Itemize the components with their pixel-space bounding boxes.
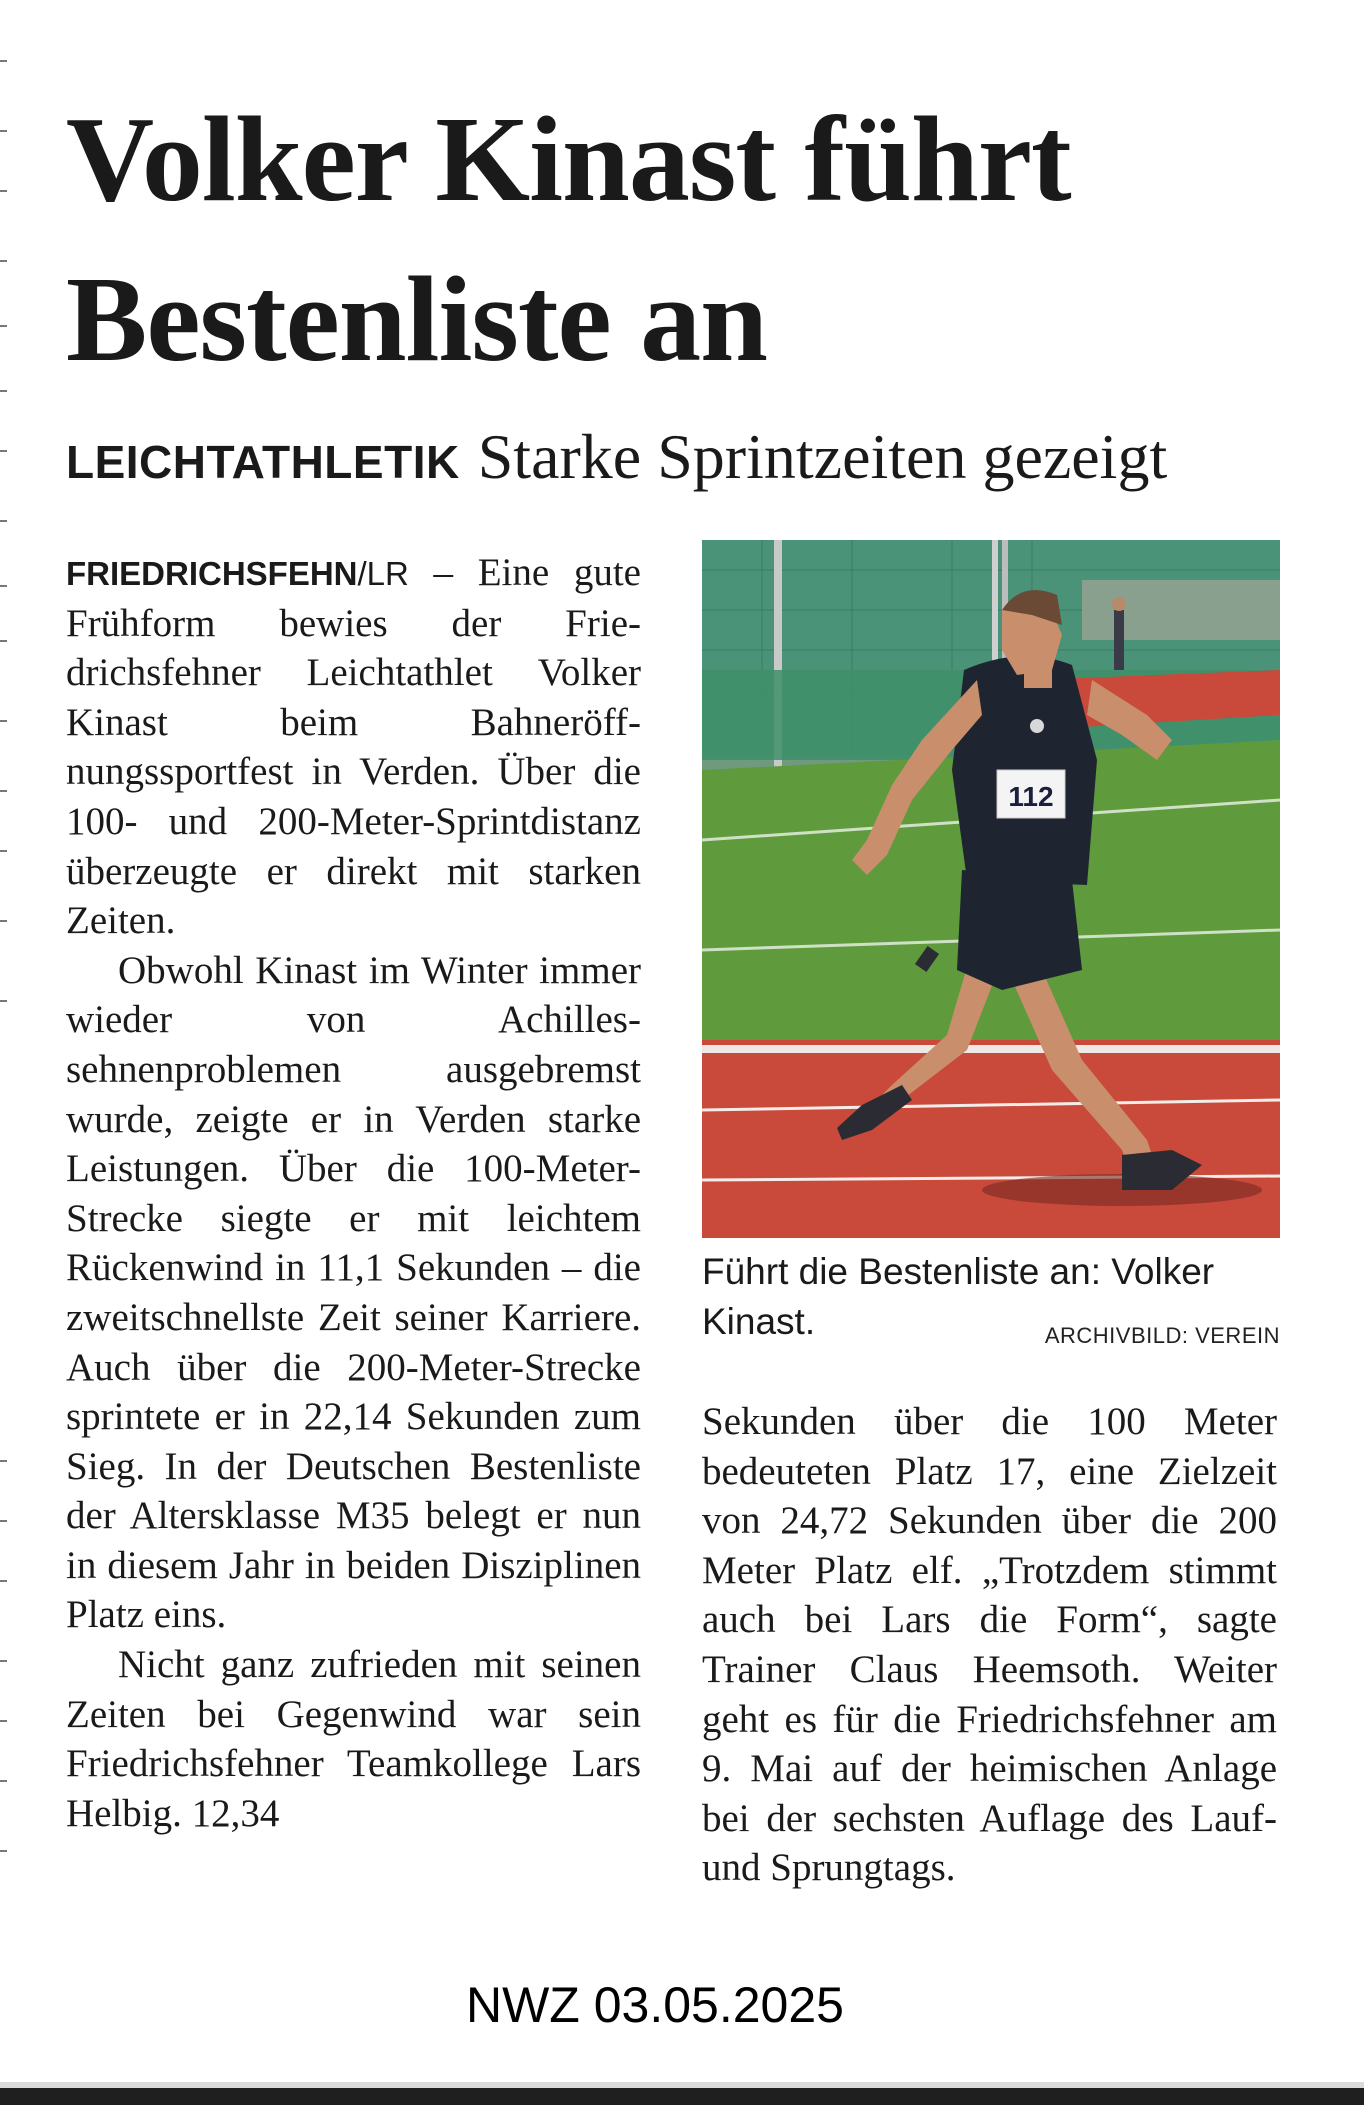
section-kicker: LEICHTATHLETIK xyxy=(66,436,460,488)
bib-number: 112 xyxy=(1008,781,1054,812)
photo-credit: ARCHIVBILD: VEREIN xyxy=(1044,1323,1280,1348)
caption-text: Führt die Bestenliste an: Volker Kinast. xyxy=(702,1251,1215,1342)
photo-caption xyxy=(702,1247,1280,1361)
source-note: NWZ 03.05.2025 xyxy=(466,1977,844,2033)
headline-line-1: Volker Kinast führt xyxy=(66,92,1071,227)
subheadline-text: Starke Sprintzeiten gezeigt xyxy=(477,421,1168,492)
dateline: FRIEDRICHSFEHN xyxy=(66,555,358,592)
body-paragraph-2: Obwohl Kinast im Winter immer wieder von Achillessehnenproblemen ausgebremst wurde, zeigte er in Verden starke Leistungen. Über die 100-Meter-Strecke siegte er mit leichtem Rückenwind in 11,1 Sekunden – die zweitschnellste Zeit seiner Karriere. Auch über die 200-Meter-Strecke sprintete er in 22,14 Sekunden zum Sieg. In der Deutschen Bestenliste der Altersklasse M35 belegt er nun in diesem Jahr in beiden Disziplinen Platz eins. xyxy=(66,948,641,1637)
sprinter-illustration xyxy=(702,540,1280,1238)
lead-text: – Eine gute Frühform bewies der Friedrichsfehner Leichtathlet Volker Kinast beim Bahneröffnungssportfest in Verden. Über die 100- und 200-Meter-Sprintdistanz überzeugte er direkt mit starken Zeiten. xyxy=(66,551,641,943)
adjacent-column-edge xyxy=(0,20,12,1880)
subheadline xyxy=(66,420,1316,494)
headline-line-2: Bestenliste an xyxy=(66,252,768,387)
article-photo xyxy=(702,540,1280,1238)
agency-tag: /LR xyxy=(357,555,409,592)
body-paragraph-3-continued: Sekunden über die 100 Meter bedeuteten Platz 17, eine Zielzeit von 24,72 Sekunden über die 200 Meter Platz elf. „Trotzdem stimmt auch bei Lars die Form“, sagte Trainer Claus Heemsoth. Weiter geht es für die Friedrichsfehner am 9. Mai auf der heimischen Anlage bei der sechsten Auflage des Lauf- und Sprungtags. xyxy=(702,1400,1277,1890)
headline xyxy=(66,80,1316,400)
article-column-left xyxy=(66,548,641,1838)
lead-paragraph xyxy=(66,548,641,946)
bottom-rule xyxy=(0,2082,1364,2105)
article-column-right xyxy=(702,1397,1277,1893)
body-paragraph-3: Nicht ganz zufrieden mit seinen Zeiten bei Gegenwind war sein Friedrichsfehner Teamkollege Lars Helbig. 12,34 xyxy=(66,1643,641,1835)
